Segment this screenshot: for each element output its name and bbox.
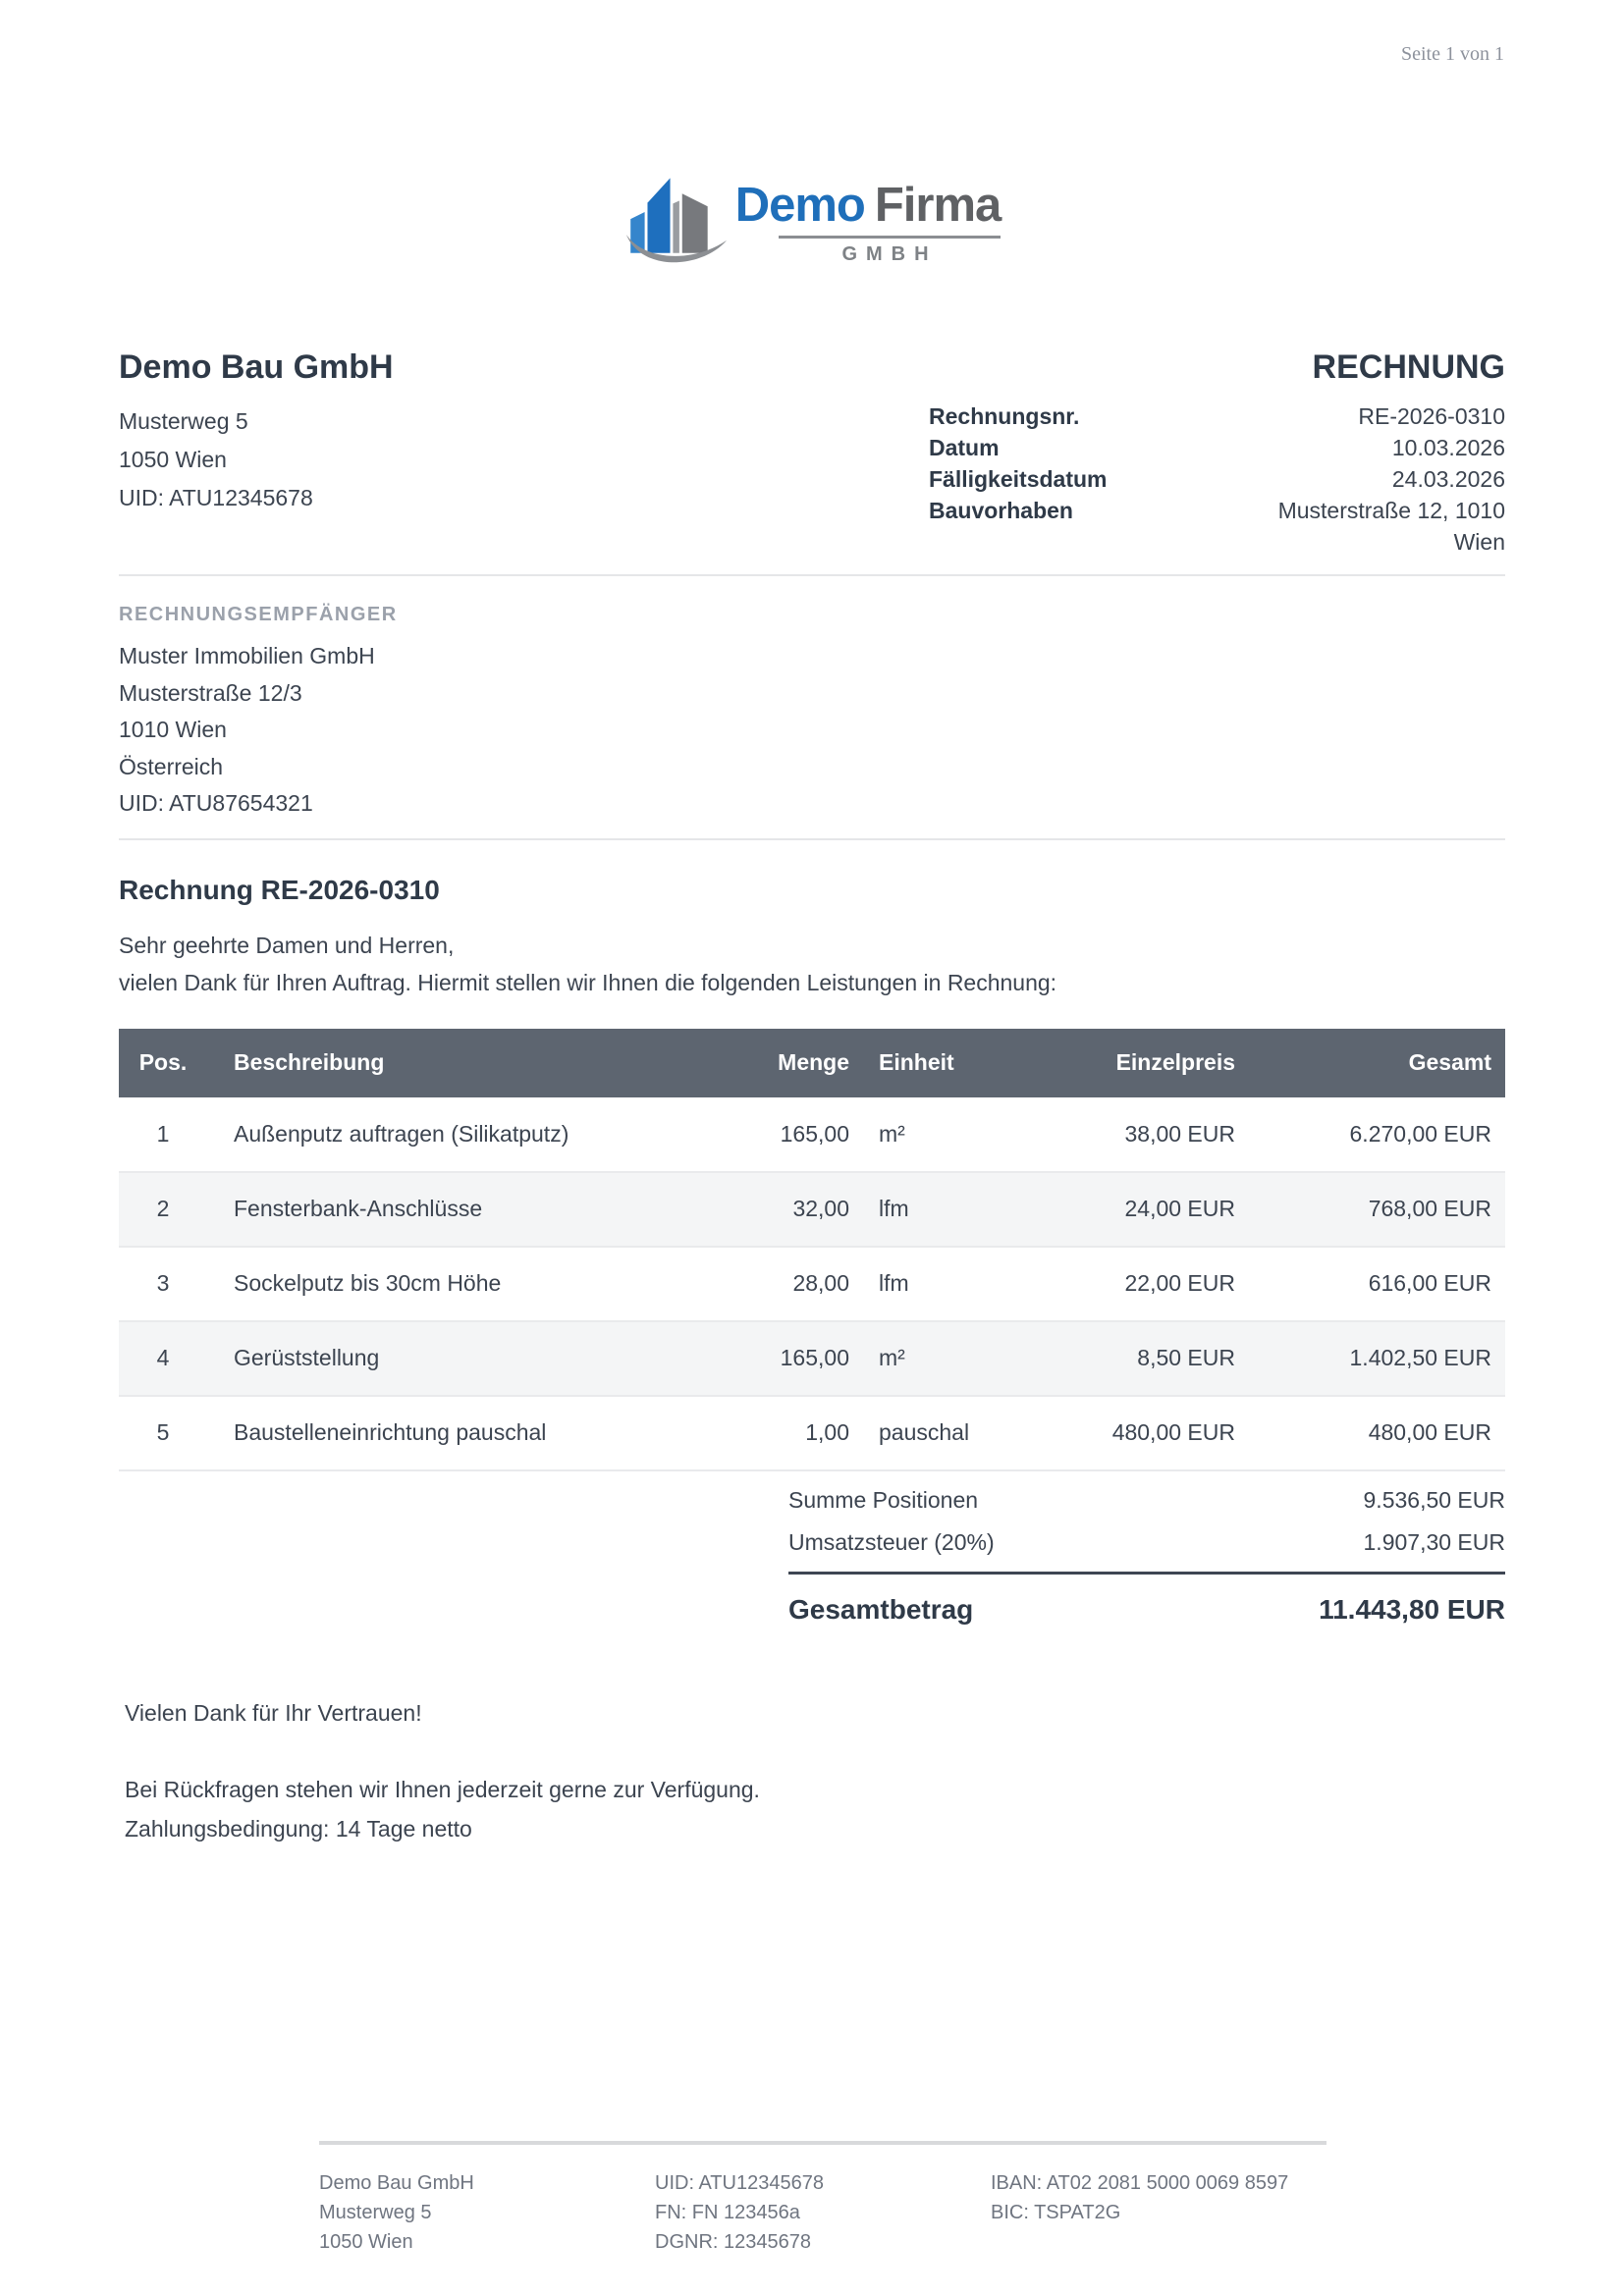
recipient-line: Muster Immobilien GmbH [119,643,375,668]
thanks-line: Vielen Dank für Ihr Vertrauen! [125,1699,422,1726]
items-table-header [119,1029,1505,1097]
cell-total: 768,00 EUR [1368,1196,1491,1221]
subtotal-value: 9.536,50 EUR [1363,1486,1505,1513]
header-quantity: Menge [639,1029,849,1097]
subtotal-row [788,1479,1505,1522]
table-row [119,1172,1505,1247]
cell-unit: pauschal [879,1419,970,1445]
header-description: Beschreibung [207,1029,639,1097]
footer-line: IBAN: AT02 2081 5000 0069 8597 [991,2172,1289,2194]
meta-row-invoice-number [929,400,1505,432]
divider [119,838,1505,840]
table-row [119,1396,1505,1470]
recipient-section-label: RECHNUNGSEMPFÄNGER [119,604,398,625]
header-unit: Einheit [849,1029,982,1097]
sender-block [119,347,394,558]
footer-company-column [319,2168,655,2257]
invoice-meta-block [929,347,1505,558]
grand-total-row [788,1575,1505,1631]
sender-address [119,402,394,517]
cell-quantity: 165,00 [780,1345,849,1370]
closing-block [119,1700,1505,1848]
meta-label: Datum [929,435,1000,460]
cell-total: 480,00 EUR [1368,1419,1491,1445]
terms-line: Zahlungsbedingung: 14 Tage netto [125,1815,472,1842]
cell-quantity: 32,00 [792,1196,849,1221]
cell-unit-price: 38,00 EUR [1124,1120,1235,1147]
subtotal-label: Summe Positionen [788,1486,979,1513]
totals-block [788,1479,1505,1631]
greeting-text [119,927,1505,1001]
invoice-header [119,347,1505,558]
footer [319,2141,1326,2257]
cell-description: Außenputz auftragen (Silikatputz) [234,1120,569,1147]
meta-row-due-date [929,463,1505,495]
cell-unit: lfm [879,1270,909,1296]
cell-pos: 3 [156,1270,170,1296]
cell-unit: m² [879,1345,905,1370]
meta-label: Fälligkeitsdatum [929,466,1108,492]
buildings-logo-icon [623,147,730,287]
footer-line: 1050 Wien [319,2231,413,2253]
meta-row-date [929,432,1505,463]
logo [119,0,1505,287]
meta-value: RE-2026-0310 [1358,403,1505,429]
recipient-block [119,604,1505,823]
footer-line: Demo Bau GmbH [319,2172,474,2194]
brand-subtitle: GMBH [841,243,938,265]
meta-value: 10.03.2026 [1391,435,1505,460]
tax-label: Umsatzsteuer (20%) [788,1528,995,1555]
cell-quantity: 1,00 [805,1419,849,1445]
meta-row-project [929,495,1505,558]
footer-line: DGNR: 12345678 [655,2231,811,2253]
footer-line: FN: FN 123456a [655,2202,800,2223]
page-content [119,0,1505,1848]
invoice-heading: Rechnung RE-2026-0310 [119,874,440,905]
cell-description: Gerüststellung [234,1345,380,1370]
document-title: RECHNUNG [1312,348,1505,386]
cell-total: 6.270,00 EUR [1349,1120,1491,1147]
cell-unit: m² [879,1120,905,1147]
grand-total-label: Gesamtbetrag [788,1593,974,1625]
meta-label: Bauvorhaben [929,498,1073,523]
cell-total: 616,00 EUR [1368,1270,1491,1296]
cell-unit: lfm [879,1196,909,1221]
recipient-line: Österreich [119,753,224,779]
brand-underline [779,236,1001,239]
table-row [119,1247,1505,1321]
table-row [119,1321,1505,1396]
invoice-meta-list [929,400,1505,558]
recipient-address [119,638,1505,823]
cell-quantity: 28,00 [792,1270,849,1296]
cell-unit-price: 24,00 EUR [1124,1196,1235,1221]
page-number: Seite 1 von 1 [1401,43,1504,65]
sender-address-line: UID: ATU12345678 [119,485,313,510]
recipient-line: 1010 Wien [119,717,227,742]
brand-name-secondary: Firma [874,179,1001,232]
grand-total-value: 11.443,80 EUR [1319,1593,1505,1625]
meta-label: Rechnungsnr. [929,403,1080,429]
cell-description: Fensterbank-Anschlüsse [234,1196,483,1221]
sender-address-line: Musterweg 5 [119,408,248,434]
items-table [119,1029,1505,1471]
divider [119,574,1505,576]
sender-name: Demo Bau GmbH [119,348,394,386]
logo-text [735,178,1001,266]
meta-value: Musterstraße 12, 1010 Wien [1277,498,1505,555]
greeting-line: Sehr geehrte Damen und Herren, [119,932,455,958]
cell-pos: 1 [156,1120,170,1147]
footer-bank-column [991,2168,1326,2257]
cell-description: Baustelleneinrichtung pauschal [234,1419,547,1445]
table-row [119,1097,1505,1172]
tax-value: 1.907,30 EUR [1363,1528,1505,1555]
cell-unit-price: 8,50 EUR [1137,1345,1235,1370]
footer-line: BIC: TSPAT2G [991,2202,1121,2223]
cell-unit-price: 22,00 EUR [1124,1270,1235,1296]
sender-address-line: 1050 Wien [119,447,227,472]
cell-unit-price: 480,00 EUR [1111,1419,1235,1445]
cell-quantity: 165,00 [780,1120,849,1147]
cell-pos: 2 [156,1196,170,1221]
header-pos: Pos. [119,1029,207,1097]
closing-note [125,1770,1505,1848]
tax-row [788,1522,1505,1564]
footer-registration-column [655,2168,991,2257]
cell-total: 1.402,50 EUR [1349,1345,1491,1370]
brand-name-primary: Demo [734,179,865,232]
recipient-line: UID: ATU87654321 [119,790,313,816]
header-total: Gesamt [1235,1029,1505,1097]
meta-value: 24.03.2026 [1391,466,1505,492]
footer-line: Musterweg 5 [319,2202,432,2223]
note-line: Bei Rückfragen stehen wir Ihnen jederzeit gerne zur Verfügung. [125,1776,760,1802]
cell-pos: 5 [156,1419,170,1445]
header-unit-price: Einzelpreis [982,1029,1235,1097]
intro-line: vielen Dank für Ihren Auftrag. Hiermit stellen wir Ihnen die folgenden Leistungen in Rechnung: [119,969,1057,995]
cell-description: Sockelputz bis 30cm Höhe [234,1270,502,1296]
footer-line: UID: ATU12345678 [655,2172,824,2194]
recipient-line: Musterstraße 12/3 [119,679,302,706]
cell-pos: 4 [156,1345,170,1370]
